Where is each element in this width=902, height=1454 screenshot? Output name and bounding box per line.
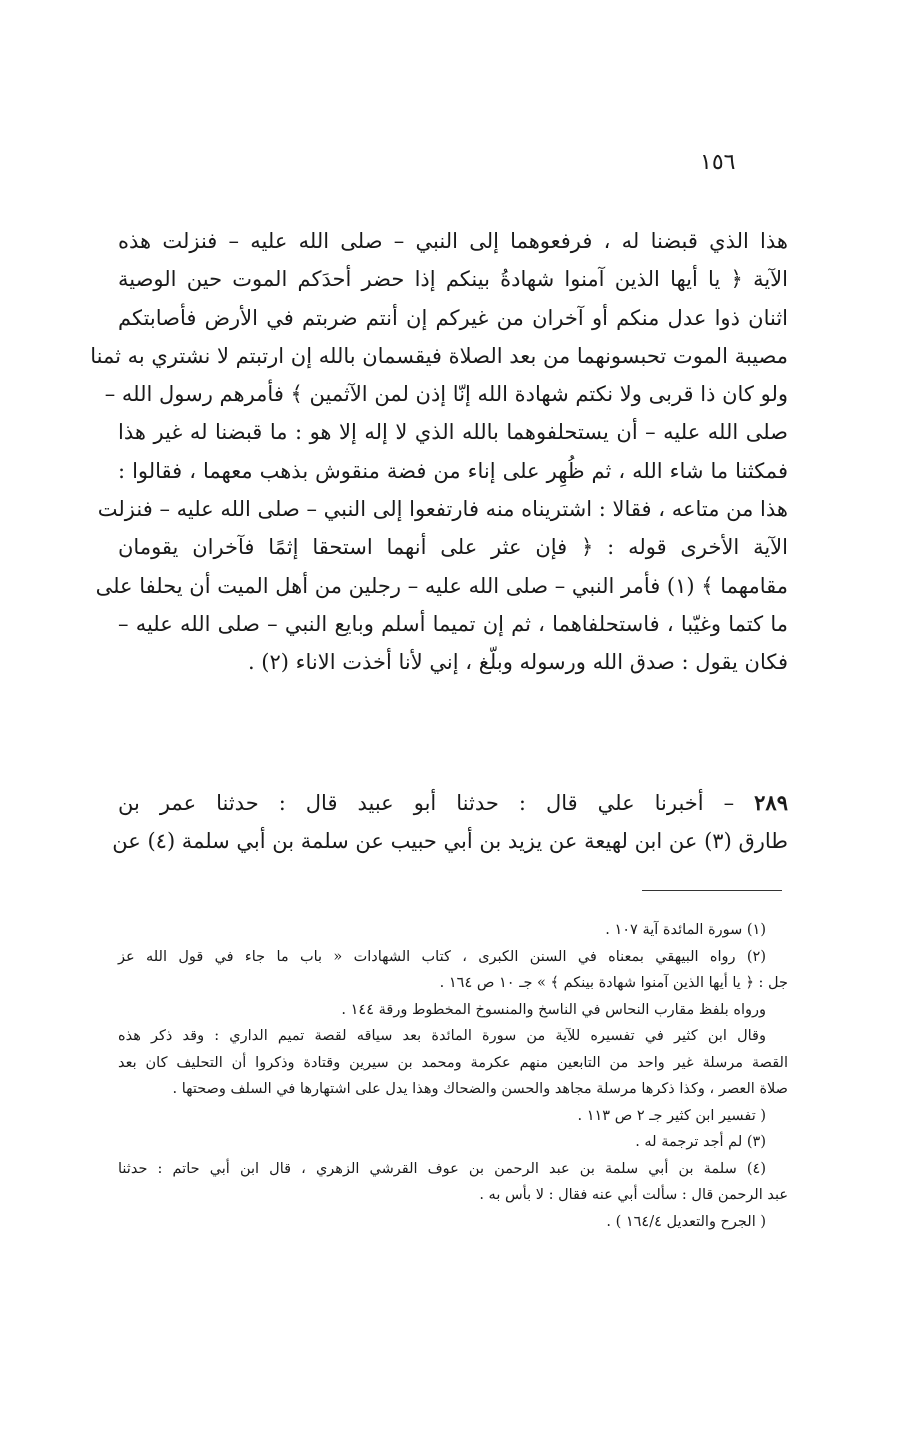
footnotes (118, 917, 788, 1235)
footnote-2-cont: جل : ﴿ يا أيها الذين آمنوا شهادة بينكم ﴾ » جـ ١٠ ص ١٦٤ . (439, 975, 788, 991)
footnote-4-source: ( الجرح والتعديل ١٦٤/٤ ) . (606, 1213, 766, 1230)
text-line: فمكثنا ما شاء الله ، ثم ظُهِر على إناء من فضة منقوش بذهب معهما ، فقالوا : (118, 458, 788, 483)
footnote-1: (١) سورة المائدة آية ١٠٧ . (605, 922, 766, 938)
footnote-4: (٤) سلمة بن أبي سلمة بن عبد الرحمن بن عوف القرشي الزهري ، قال ابن أبي حاتم : حدثنا (118, 1160, 766, 1177)
footnote-2-cont: صلاة العصر ، وكذا ذكرها مرسلة مجاهد والحسن والضحاك وهذا يدل على اشتهارها في السلف وصحتها . (172, 1081, 788, 1097)
footnote-2-cont: القصة مرسلة غير واحد من التابعين منهم عكرمة ومحمد بن سيرين وقتادة وذكروا أن التحليف كان بعد (118, 1054, 788, 1071)
footnote-2: (٢) رواه البيهقي بمعناه في السنن الكبرى ، كتاب الشهادات « باب ما جاء في قول الله عز (118, 948, 766, 965)
text-line: هذا من متاعه ، فقالا : اشتريناه منه فارتفعوا إلى النبي – صلى الله عليه – فنزلت (97, 497, 788, 522)
hadith-line (118, 784, 788, 822)
footnote-2-cont: ورواه بلفظ مقارب النحاس في الناسخ والمنسوخ المخطوط ورقة ١٤٤ . (341, 1001, 766, 1018)
text-line: اثنان ذوا عدل منكم أو آخران من غيركم إن أنتم ضربتم في الأرض فأصابتكم (118, 305, 788, 330)
main-text-block (90, 222, 788, 682)
hadith-289 (112, 784, 788, 860)
hadith-line: طارق (٣) عن ابن لهيعة عن يزيد بن أبي حبيب عن سلمة بن أبي سلمة (٤) عن (112, 829, 788, 853)
footnote-divider (642, 890, 782, 891)
text-line: صلى الله عليه – أن يستحلفوهما بالله الذي لا إله إلا هو : ما قبضنا له غير هذا (118, 420, 788, 445)
text-line: الآية الأخرى قوله : ﴿ فإن عثر على أنهما استحقا إثمًا فآخران يقومان (118, 535, 788, 560)
text-line: مصيبة الموت تحبسونهما من بعد الصلاة فيقسمان بالله إن ارتبتم لا نشتري به ثمنا (90, 343, 788, 368)
text-line: ولو كان ذا قربى ولا نكتم شهادة الله إنّا إذن لمن الآثمين ﴾ فأمرهم رسول الله – (104, 382, 788, 407)
hadith-number: ٢٨٩ (754, 790, 788, 815)
footnote-2-cont: وقال ابن كثير في تفسيره للآية من سورة المائدة بعد سياقه لقصة تميم الداري : وقد ذكر هذه (118, 1028, 766, 1044)
text-line: ما كتما وغيّبا ، فاستحلفاهما ، ثم إن تميما أسلم وبايع النبي – صلى الله عليه – (118, 611, 788, 636)
text-line: الآية ﴿ يا أيها الذين آمنوا شهادةُ بينكم إذا حضر أحدَكم الموت حين الوصية (118, 267, 788, 292)
footnote-4-cont: عبد الرحمن قال : سألت أبي عنه فقال : لا بأس به . (479, 1187, 788, 1203)
page-number: ١٥٦ (700, 150, 736, 175)
text-line: فكان يقول : صدق الله ورسوله وبلّغ ، إني لأنا أخذت الاناء (٢) . (247, 650, 788, 675)
text-line: مقامهما ﴾ (١) فأمر النبي – صلى الله عليه – رجلين من أهل الميت أن يحلفا على (95, 573, 788, 598)
footnote-3: (٣) لم أجد ترجمة له . (635, 1134, 766, 1150)
footnote-2-source: ( تفسير ابن كثير جـ ٢ ص ١١٣ . (577, 1107, 766, 1124)
text-line: هذا الذي قبضنا له ، فرفعوهما إلى النبي – صلى الله عليه – فنزلت هذه (118, 229, 788, 253)
hadith-line-text: – أخبرنا علي قال : حدثنا أبو عبيد قال : حدثنا عمر بن (118, 791, 735, 815)
